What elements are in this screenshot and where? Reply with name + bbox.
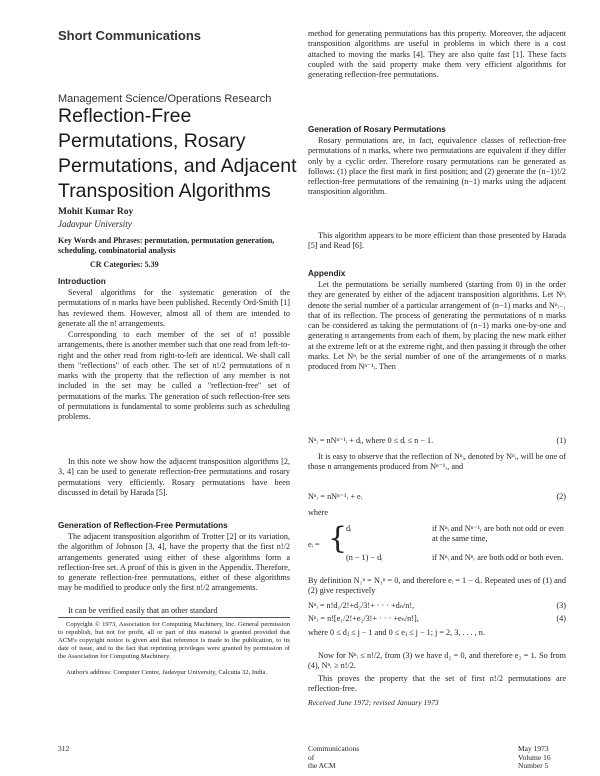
title-line: Reflection-Free xyxy=(58,105,192,127)
equation-3 xyxy=(308,601,566,611)
journal-line: of xyxy=(308,752,315,762)
footnote-rule xyxy=(58,617,290,618)
appendix-paragraph: Let the permutations be serially numbered (starting from 0) in the order they are generated by either of the adjacent transposition algorithms. Let Nⁿᵢ denote the serial number of a particular arrangement of (n−1) marks and Nⁿᵢ₋₁ that of its reflection. The process of generating the permutations of n marks can be considered as taking the permutations of (n−1) marks one-by-one and generating n arrangements from each of them, by placing the new mark either at the extreme left or at the extreme right, and then passing it through the other marks. Let Nⁿᵢ be the serial number of one of the arrangements of n marks produced from Nⁿ⁻¹ᵢ. Then xyxy=(308,280,566,371)
author-affiliation: Jadavpur University xyxy=(58,219,132,229)
equation-text: Nⁿᵣ = n![e₁/2!+e₂/3!+ · · · +eₙ/n!], xyxy=(308,614,419,623)
journal-name xyxy=(308,745,359,771)
keywords: Key Words and Phrases: permutation, permutation generation, scheduling, combinatorial analysis xyxy=(58,236,275,255)
intro-paragraph: Several algorithms for the systematic generation of the permutations of n marks have been published. Recently Ord-Smith [1] has reviewed them. However, almost all of them are intended to generate all the n! arrangements. xyxy=(58,288,290,328)
equation-number: (1) xyxy=(556,436,566,445)
rosary-paragraph: This algorithm appears to be more efficient than those presented by Harada [5] and Read [6]. xyxy=(308,231,566,251)
equation-text: Nⁿᵣ = nNⁿ⁻¹ᵣ + eᵢ xyxy=(308,492,363,501)
equation-text: Nⁿᵢ = nNⁿ⁻¹ᵢ + dᵢ, where 0 ≤ dᵢ ≤ n − 1. xyxy=(308,436,434,445)
issue-line: Number 5 xyxy=(518,761,549,770)
section-label: Short Communications xyxy=(58,28,202,43)
rosary-heading: Generation of Rosary Permutations xyxy=(308,125,446,134)
equation-number: (4) xyxy=(556,614,566,623)
piecewise-label: eᵢ = xyxy=(308,540,320,549)
issue-line: Volume 16 xyxy=(518,752,551,762)
piecewise-brace: { xyxy=(328,521,348,556)
intro-heading: Introduction xyxy=(58,277,106,286)
case-value: dᵢ xyxy=(346,524,352,533)
copyright-footnote: Copyright © 1973, Association for Computing Machinery, Inc. General permission to republish, but not for profit, all or part of this material is granted provided that ACM's copyright notice is given and that reference is made to the publication, to its date of issue, and to the fact that reprinting privileges were granted by permission of the Association for Computing Machinery. xyxy=(58,621,290,660)
title-line: Permutations, and Adjacent xyxy=(58,155,297,177)
author-address: Author's address: Computer Centre, Jadavpur University, Calcutta 32, India. xyxy=(66,669,268,676)
subject-label: Management Science/Operations Research xyxy=(58,93,272,105)
intro-paragraph: In this note we show how the adjacent transposition algorithms [2, 3, 4] can be used to generate reflection-free permutations and rosary permutations very efficiently. Rosary permutations have been discussed in detail by Harada [5]. xyxy=(58,457,290,497)
appendix-paragraph: This proves the property that the set of first n!/2 permutations are reflection-free. xyxy=(308,674,566,694)
issue-info xyxy=(518,745,551,771)
generation-heading: Generation of Reflection-Free Permutations xyxy=(58,521,228,530)
equation-number: (2) xyxy=(556,492,566,501)
equation-1 xyxy=(308,436,566,446)
intro-paragraph: Corresponding to each member of the set of n! possible arrangements, there is another member such that one read from left-to-right and the other read from right-to-left are identical. We shall call them "reflections" of each other. The set of n!/2 permutations of n marks with the property that the reflection of any member is not included in the set may be called a "reflection-free" set of permutations of the marks. The generation of such reflection-free sets of permutations is fundamental to some problems such as scheduling problems. xyxy=(58,330,290,421)
journal-line: Communications xyxy=(308,744,360,753)
author-name: Mohit Kumar Roy xyxy=(58,207,134,217)
where-label: where xyxy=(308,508,329,517)
equation-number: (3) xyxy=(556,601,566,610)
case-value: (n − 1) − dᵢ xyxy=(346,553,383,562)
equation-text: Nⁿᵢ = n!d₁/2!+d₂/3!+ · · · +dₙ/n!, xyxy=(308,601,415,610)
appendix-paragraph: It is easy to observe that the reflection of Nⁿᵢ, denoted by Nⁿᵣ, will be one of those n arrangements produced from Nⁿ⁻¹ᵣ, and xyxy=(308,452,566,472)
received-date: Received June 1972; revised January 1973 xyxy=(308,698,439,707)
page-number: 312 xyxy=(58,744,70,753)
appendix-paragraph: By definition N₁ⁿ = N₁ⁿ = 0, and therefore eᵢ = 1 − dᵢ. Repeated uses of (1) and (2) give respectively xyxy=(308,576,566,596)
appendix-heading: Appendix xyxy=(308,269,346,278)
generation-paragraph: It can be verified easily that an other standard xyxy=(68,606,218,615)
equation-2 xyxy=(308,492,566,502)
title-line: Permutations, Rosary xyxy=(58,130,246,152)
equation-4 xyxy=(308,614,566,624)
title-line: Transposition Algorithms xyxy=(58,180,271,202)
issue-line: May 1973 xyxy=(518,744,549,753)
case-condition: if Nⁿᵢ and Nⁿ⁻¹ᵣ are both not odd or even at the same time, xyxy=(432,524,564,543)
generation-paragraph: The adjacent transposition algorithm of Trotter [2] or its variation, the algorithm of Johnson [3, 4], have the property that the first n!/2 arrangements generated using either of these algorithms form a reflection-free set. A proof of this is given in the Appendix. Therefore, to generate reflection-free permutations, either of these algorithms may be modified to produce only the first n!/2 arrangements. xyxy=(58,532,290,593)
appendix-paragraph: where 0 ≤ dⱼ ≤ j − 1 and 0 ≤ eⱼ ≤ j − 1; j = 2, 3, . . . , n. xyxy=(308,628,485,637)
continuation-paragraph: method for generating permutations has this property. Moreover, the adjacent transposition algorithms are useful in problems in which there is a cost attached to moving the marks [4]. They are also quite fast [1]. These facts coupled with the said property make them very efficient algorithms for generating reflection-free permutations. xyxy=(308,29,566,79)
rosary-paragraph: Rosary permutations are, in fact, equivalence classes of reflection-free permutations of n marks, where two permutations are equivalent if they differ only by a cyclic order. Therefore rosary permutations can be generated as follows: (1) place the first mark in first position; and (2) generate the (n−1)!/2 reflection-free permutations of the remaining (n−1) marks using the adjacent transposition algorithm. xyxy=(308,136,566,197)
article-title xyxy=(58,104,298,204)
journal-line: the ACM xyxy=(308,761,336,770)
case-condition: if Nⁿᵢ and Nⁿᵣ are both odd or both even. xyxy=(432,553,564,562)
appendix-paragraph: Now for Nⁿᵢ ≤ n!/2, from (3) we have d₂ = 0, and therefore e₂ = 1. So from (4), Nⁿᵣ ≥ n!/2. xyxy=(308,651,566,671)
cr-categories: CR Categories: 5.39 xyxy=(90,260,159,269)
